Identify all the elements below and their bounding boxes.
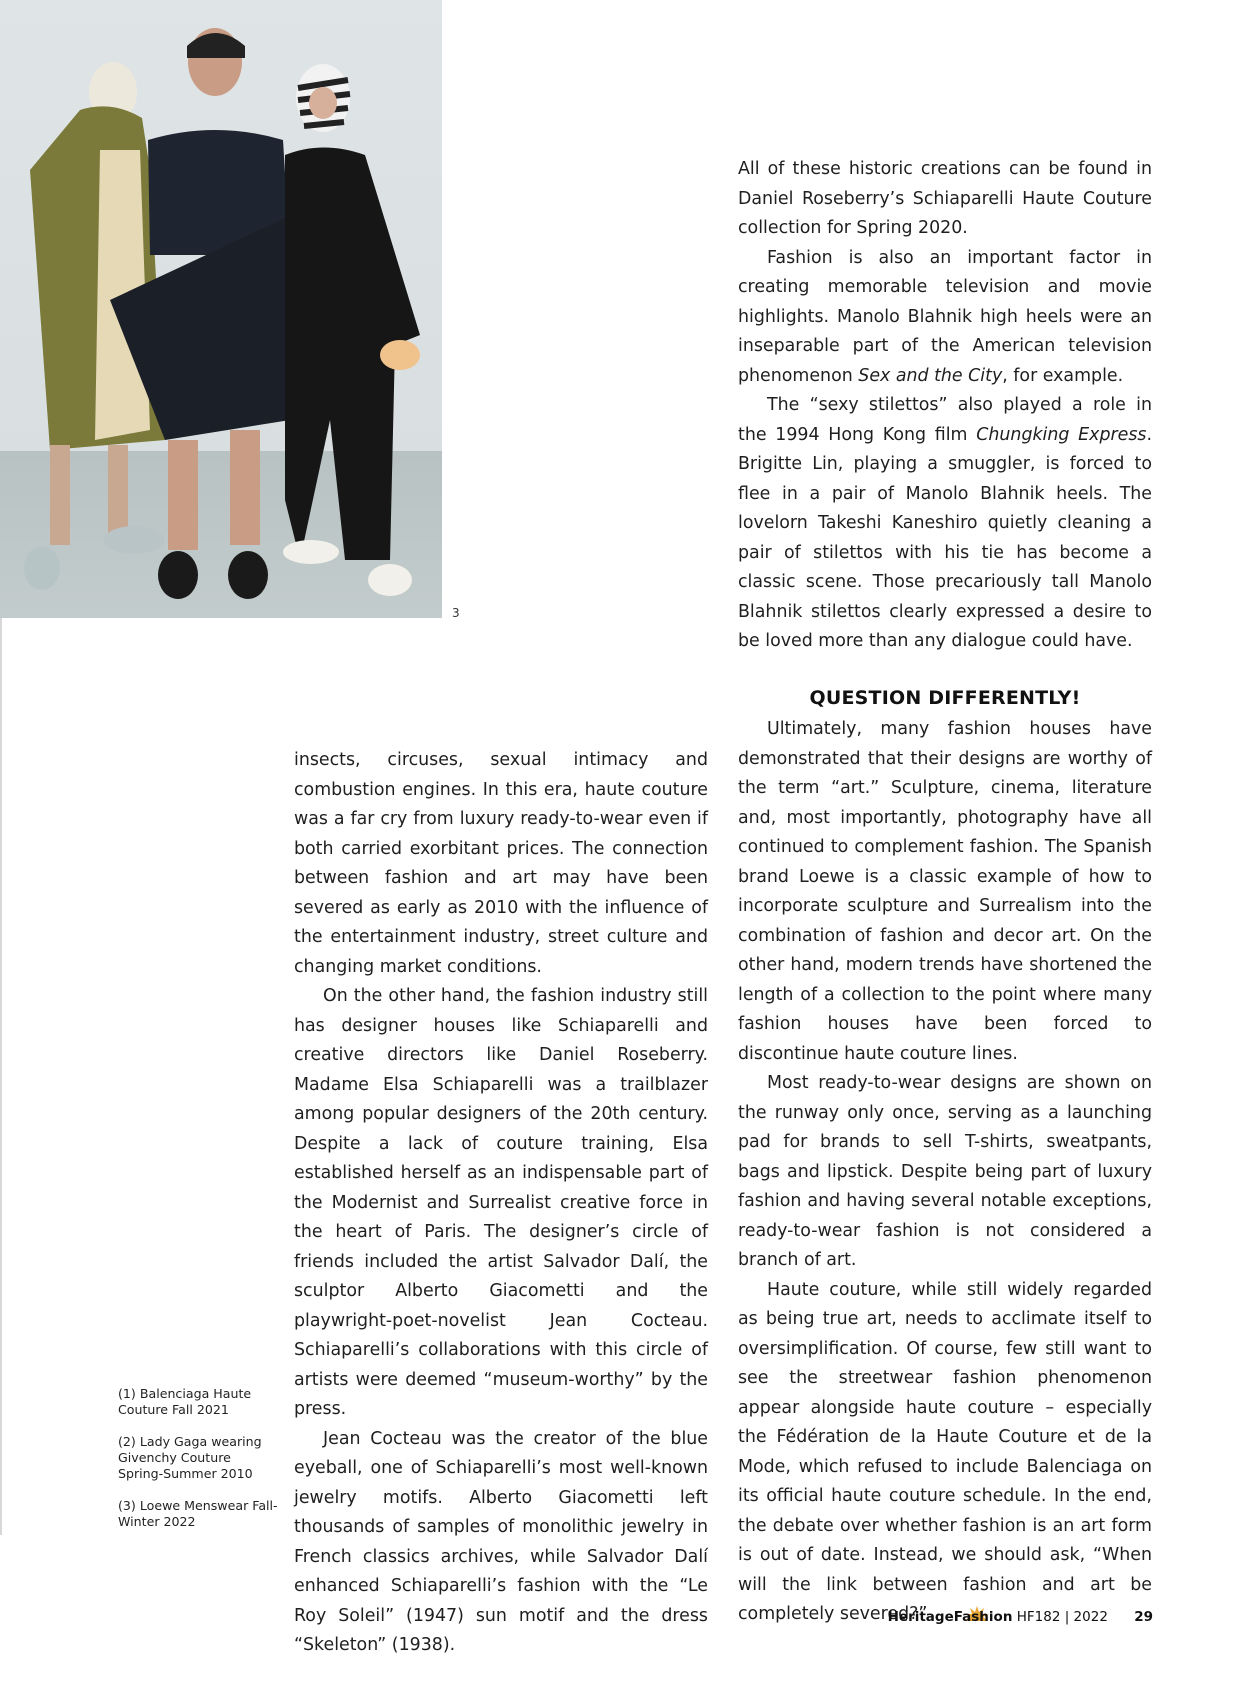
page-footer [888,1609,1153,1625]
article-column-middle [294,746,708,1661]
show-title: Sex and the City [858,365,1003,386]
issue-label: HF182 | 2022 [1016,1609,1108,1625]
paragraph: Jean Cocteau was the creator of the blue eyeball, one of Schiaparelli’s most well-known jewelry motifs. Alberto Giacometti left thousands of samples of monolithic jewelry in French classics archives, while Salvador Dalí enhanced Schiaparelli’s fashion with the “Le Roy Soleil” (1947) sun motif and the dress “Skeleton” (1938). [294,1428,708,1655]
film-title: Chungking Express [976,424,1147,445]
paragraph: All of these historic creations can be found in Daniel Roseberry’s Schiaparelli Haute Couture collection for Spring 2020. [738,159,1152,238]
caption: (1) Balenciaga Haute Couture Fall 2021 [118,1386,252,1417]
fashion-photo-drawing [0,0,442,618]
right-model-shell [380,340,420,370]
page-number: 29 [1134,1609,1153,1625]
photo-number: 3 [452,606,460,620]
paragraph: Most ready-to-wear designs are shown on the runway only once, serving as a launching pad for brands to sell T-shirts, sweatpants, bags and lipstick. Despite being part of luxury fashion and having several notable exceptions, ready-to-wear fashion is not considered a branch of art. [738,1073,1152,1270]
article-column-right-top [738,155,1152,657]
photo-captions [118,1386,278,1546]
section-heading: QUESTION DIFFERENTLY! [809,687,1081,709]
paragraph: Ultimately, many fashion houses have demonstrated that their designs are worthy of the term “art.” Sculpture, cinema, literature and, most importantly, photography have all continued to complement fashion. The Spanish brand Loewe is a classic example of how to incorporate sculpture and Surrealism into the combination of fashion and decor art. On the other hand, modern trends have shortened the length of a collection to the point where many fashion houses have been forced to discontinue haute couture lines. [738,719,1152,1064]
paragraph: Haute couture, while still widely regarded as being true art, needs to acclimate itself to oversimplification. Of course, few still want to see the streetwear fashion phenomenon appear alongside haute couture – especially the Fédération de la Haute Couture et de la Mode, which refused to include Balenciaga on its official haute couture schedule. In the end, the debate over whether fashion is an art form is out of date. Instead, we should ask, “When will the link between fashion and art be completely severed?” [738,1276,1152,1633]
paragraph: The “sexy stilettos” also played a role in the 1994 Hong Kong film Chungking Express. Brigitte Lin, playing a smuggler, is forced to flee in a pair of Manolo Blahnik heels. The lovelorn Takeshi Kaneshiro quietly cleaning a pair of stilettos with his tie has become a classic scene. Those precariously tall Manolo Blahnik stilettos clearly expressed a desire to be loved more than any dialogue could have. [738,395,1153,651]
paragraph: On the other hand, the fashion industry still has designer houses like Schiaparelli and creative directors like Daniel Roseberry. Madame Elsa Schiaparelli was a trailblazer among popular designers of the 20th century. Despite a lack of couture training, Elsa established herself as an indispensable part of the Modernist and Surrealist creative force in the heart of Paris. The designer’s circle of friends included the artist Salvador Dalí, the sculptor Alberto Giacometti and the playwright-poet-novelist Jean Cocteau. Schiaparelli’s collaborations with this circle of artists were deemed “museum-worthy” by the press. [294,986,708,1419]
paragraph: insects, circuses, sexual intimacy and combustion engines. In this era, haute couture was a far cry from luxury ready-to-wear even if both carried exorbitant prices. The connection between fashion and art may have been severed as early as 2010 with the influence of the entertainment industry, street culture and changing market conditions. [294,750,708,977]
caption: (3) Loewe Menswear Fall-Winter 2022 [118,1498,278,1529]
caption: (2) Lady Gaga wearing Givenchy Couture Spring-Summer 2010 [118,1434,262,1481]
paragraph: Fashion is also an important factor in creating memorable television and movie highlights. Manolo Blahnik high heels were an inseparable part of the American television phenomenon Sex and the City, for example. [738,247,1152,386]
fashion-photo [0,0,442,618]
magazine-name: HeritageFashion [887,1609,1013,1625]
article-column-right-bottom [738,715,1152,1633]
